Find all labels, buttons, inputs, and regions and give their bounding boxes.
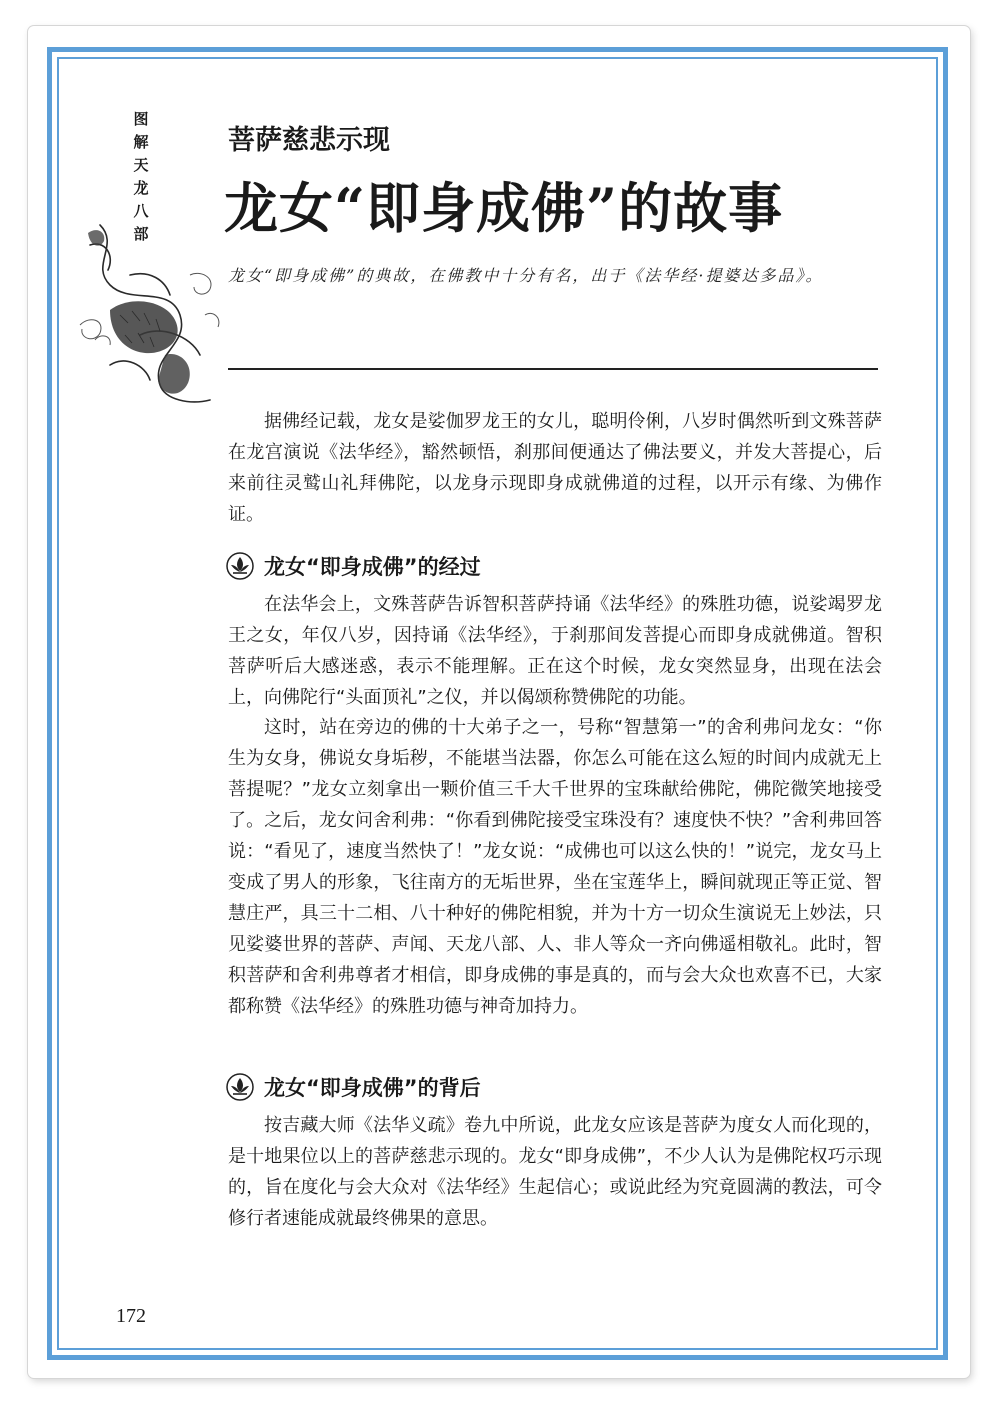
body-paragraph: 在法华会上，文殊菩萨告诉智积菩萨持诵《法华经》的殊胜功德，说娑竭罗龙王之女，年仅八岁，因持诵《法华经》，于刹那间发菩提心而即身成就佛道。智积菩萨听后大感迷惑，表示不能理解。正在这个时候，龙女突然显身，出现在法会上，向佛陀行“头面顶礼”之仪，并以偈颂称赞佛陀的功能。 <box>228 594 882 708</box>
book-title-vertical: 图解天龙八部 <box>133 110 149 243</box>
section-subtitle: 菩萨慈悲示现 <box>228 125 390 156</box>
lotus-icon <box>226 552 254 580</box>
title-divider <box>228 368 878 370</box>
section-heading-1 <box>226 551 481 581</box>
lotus-icon <box>226 1073 254 1101</box>
section-heading-label: 龙女“即身成佛”的经过 <box>264 555 481 579</box>
page-number: 172 <box>116 1305 146 1327</box>
intro-summary: 龙女“即身成佛”的典故，在佛教中十分有名，出于《法华经·提婆达多品》。 <box>228 266 824 285</box>
body-paragraph: 按吉藏大师《法华义疏》卷九中所说，此龙女应该是菩萨为度女人而化现的，是十地果位以上的菩萨慈悲示现的。龙女“即身成佛”，不少人认为是佛陀权巧示现的，旨在度化与会大众对《法华经》生起信心；或说此经为究竟圆满的教法，可令修行者速能成就最终佛果的意思。 <box>228 1115 882 1229</box>
section-heading-2 <box>226 1072 481 1102</box>
dragon-illustration <box>70 215 230 415</box>
body-paragraph: 这时，站在旁边的佛的十大弟子之一，号称“智慧第一”的舍利弗问龙女：“你生为女身，佛说女身垢秽，不能堪当法器，你怎么可能在这么短的时间内成就无上菩提呢？”龙女立刻拿出一颗价值三千大千世界的宝珠献给佛陀，佛陀微笑地接受了。之后，龙女问舍利弗：“你看到佛陀接受宝珠没有？速度快不快？”舍利弗回答说：“看见了，速度当然快了！”龙女说：“成佛也可以这么快的！”说完，龙女马上变成了男人的形象，飞往南方的无垢世界，坐在宝莲华上，瞬间就现正等正觉、智慧庄严，具三十二相、八十种好的佛陀相貌，并为十方一切众生演说无上妙法，只见娑婆世界的菩萨、声闻、天龙八部、人、非人等众一齐向佛遥相敬礼。此时，智积菩萨和舍利弗尊者才相信，即身成佛的事是真的，而与会大众也欢喜不已，大家都称赞《法华经》的殊胜功德与神奇加持力。 <box>228 717 882 1017</box>
section-heading-label: 龙女“即身成佛”的背后 <box>264 1076 481 1100</box>
body-paragraph-intro: 据佛经记载，龙女是娑伽罗龙王的女儿，聪明伶俐，八岁时偶然听到文殊菩萨在龙宫演说《法华经》，豁然顿悟，刹那间便通达了佛法要义，并发大菩提心，后来前往灵鹫山礼拜佛陀，以龙身示现即身成就佛道的过程，以开示有缘、为佛作证。 <box>228 411 882 525</box>
page-title: 龙女“即身成佛”的故事 <box>224 176 784 240</box>
